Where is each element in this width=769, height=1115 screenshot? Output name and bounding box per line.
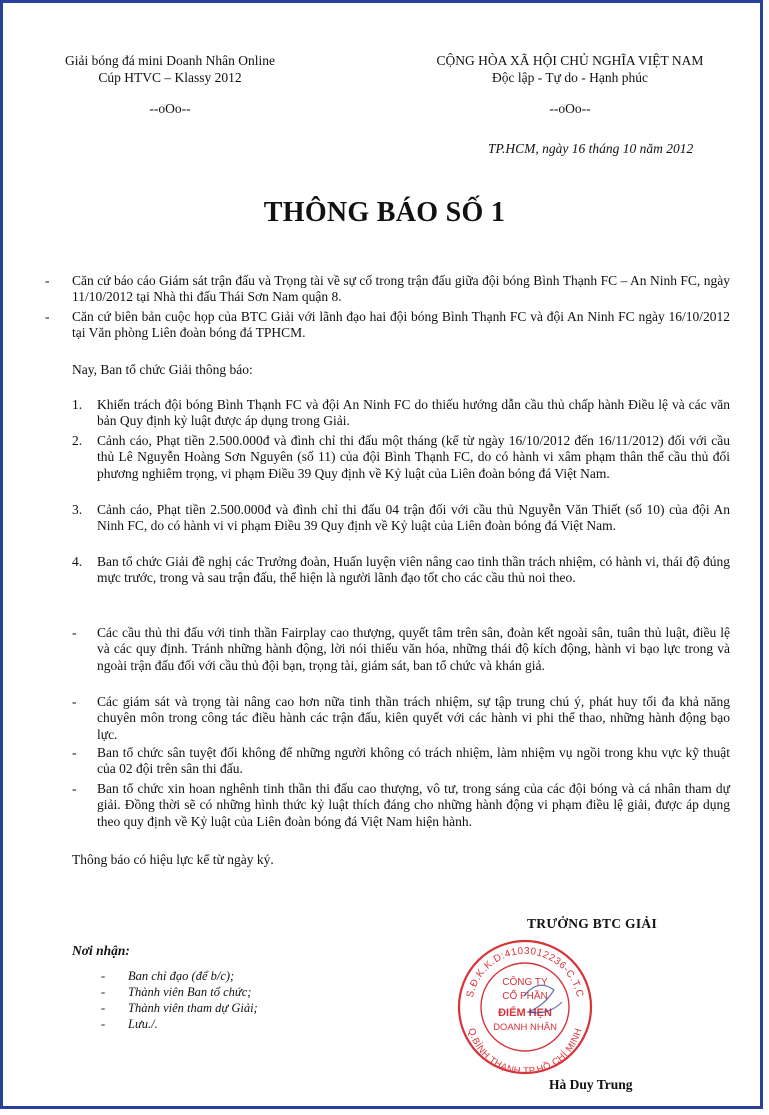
decision-item: Ban tổ chức Giải đề nghị các Trưởng đoàn, Huấn luyện viên nâng cao tinh thần trách nhiệm, có hành vi, thái độ đúng mực trước, trong và sau trận đấu, thể hiện là người lãnh đạo tốt cho các cầu thủ noi theo. [97, 554, 730, 586]
requirement-marker: - [72, 781, 77, 796]
requirement-marker: - [72, 625, 77, 640]
recipient-marker: - [101, 1001, 106, 1015]
decision-item: Cảnh cáo, Phạt tiền 2.500.000đ và đình chỉ thi đấu một tháng (kể từ ngày 16/10/2012 đến 16/11/2012) đối với cầu thủ Lê Nguyễn Hoàng Sơn Nguyên (số 11) của đội Bình Thạnh FC, do có hành vi xâm phạm thân thể cầu thủ đối phương nghiêm trọng, vi phạm Điều 39 Quy định về Kỷ luật của Liên đoàn bóng đá Việt Nam. [97, 433, 730, 481]
organizer-name: Giải bóng đá mini Doanh Nhân Online [65, 53, 275, 68]
requirement-marker: - [72, 694, 77, 709]
recipient-marker: - [101, 985, 106, 999]
basis-marker: - [45, 309, 50, 324]
nation-divider: --oOo-- [549, 101, 591, 116]
stamp-center-line: DOANH NHÂN [493, 1022, 557, 1033]
company-stamp [454, 936, 596, 1078]
decision-number: 4. [72, 554, 83, 569]
organizer-cup: Cúp HTVC – Klassy 2012 [98, 70, 242, 85]
requirement-item: Ban tổ chức sân tuyệt đối không để những người không có trách nhiệm, làm nhiệm vụ ngồi trong khu vực kỹ thuật của 02 đội trên sân thi đấu. [97, 745, 730, 777]
decision-number: 1. [72, 397, 83, 412]
requirement-item: Các giám sát và trọng tài nâng cao hơn nữa tinh thần trách nhiệm, sự tập trung chú ý, phát huy tối đa khả năng chuyên môn trong công tác điều hành các trận đấu, kiên quyết với các hành vi phi thể thao, những hành động bạo lực. [97, 694, 730, 742]
recipients-heading: Nơi nhận: [72, 943, 130, 958]
recipient-item: Thành viên tham dự Giải; [128, 1001, 258, 1015]
recipient-item: Lưu./. [128, 1017, 158, 1031]
stamp-registration-text: S.Đ.K.K.D:4103012236-C.T.C [464, 945, 586, 999]
basis-item: Căn cứ biên bản cuộc họp của BTC Giải với lãnh đạo hai đội bóng Bình Thạnh FC và đội An Ninh FC ngày 16/10/2012 tại Văn phòng Liên đoàn bóng đá TPHCM. [72, 309, 730, 341]
requirement-item: Các cầu thủ thi đấu với tinh thần Fairplay cao thượng, quyết tâm trên sân, đoàn kết ngoài sân, tuân thủ luật, điều lệ và các quy định. Tránh những hành động, lời nói thiếu văn hóa, những thái độ kích động, hành vi bạo lực trong và ngoài trận đấu đối với cầu thủ đội bạn, trọng tài, giám sát, ban tổ chức và khán giả. [97, 625, 730, 673]
stamp-center-line: CỔ PHẦN [502, 991, 548, 1002]
stamp-location-text: Q.BÌNH THẠNH TP.HỒ CHÍ MINH [465, 1026, 585, 1078]
organizer-block [40, 52, 300, 117]
recipient-item: Ban chỉ đạo (để b/c); [128, 969, 235, 983]
stamp-center-line: ĐIỂM HẸN [498, 1007, 552, 1019]
decision-item: Cảnh cáo, Phạt tiền 2.500.000đ và đình chỉ thi đấu 04 trận đối với cầu thủ Nguyễn Văn Thiết (số 10) của đội An Ninh FC, do có hành vi vi phạm Điều 39 Quy định về Kỷ luật của Liên đoàn bóng đá Việt Nam. [97, 502, 730, 534]
decision-number: 3. [72, 502, 83, 517]
decision-item: Khiển trách đội bóng Bình Thạnh FC và đội An Ninh FC do thiếu hướng dẫn cầu thủ chấp hành Điều lệ và các văn bản Quy định kỷ luật được áp dụng trong Giải. [97, 397, 730, 429]
organizer-divider: --oOo-- [149, 101, 191, 116]
recipient-marker: - [101, 1017, 106, 1031]
stamp-center-line: CÔNG TY [502, 977, 548, 988]
document-title: THÔNG BÁO SỐ 1 [263, 197, 506, 228]
effective-line: Thông báo có hiệu lực kể từ ngày ký. [72, 852, 274, 867]
basis-marker: - [45, 273, 50, 288]
signer-name: Hà Duy Trung [549, 1077, 633, 1092]
date-line: TP.HCM, ngày 16 tháng 10 năm 2012 [488, 141, 694, 156]
recipient-item: Thành viên Ban tổ chức; [128, 985, 252, 999]
requirement-item: Ban tổ chức xin hoan nghênh tinh thần thi đấu cao thượng, vô tư, trong sáng của các đội bóng và cá nhân tham dự giải. Đồng thời sẽ có những hình thức kỷ luật thích đáng cho những hành động vi phạm điều lệ giải, được áp dụng theo quy định về Kỷ luật của Liên đoàn bóng đá Việt Nam hiện hành. [97, 781, 730, 829]
intro-line: Nay, Ban tổ chức Giải thông báo: [72, 362, 253, 377]
nation-name: CỘNG HÒA XÃ HỘI CHỦ NGHĨA VIỆT NAM [436, 53, 704, 68]
decision-number: 2. [72, 433, 83, 448]
recipient-marker: - [101, 969, 106, 983]
requirement-marker: - [72, 745, 77, 760]
nation-motto: Độc lập - Tự do - Hạnh phúc [492, 70, 648, 85]
signature-title: TRƯỞNG BTC GIẢI [527, 916, 658, 931]
nation-block [405, 52, 735, 117]
basis-item: Căn cứ báo cáo Giám sát trận đấu và Trọng tài về sự cố trong trận đấu giữa đội bóng Bình Thạnh FC – An Ninh FC, ngày 11/10/2012 tại Nhà thi đấu Thái Sơn Nam quận 8. [72, 273, 730, 305]
